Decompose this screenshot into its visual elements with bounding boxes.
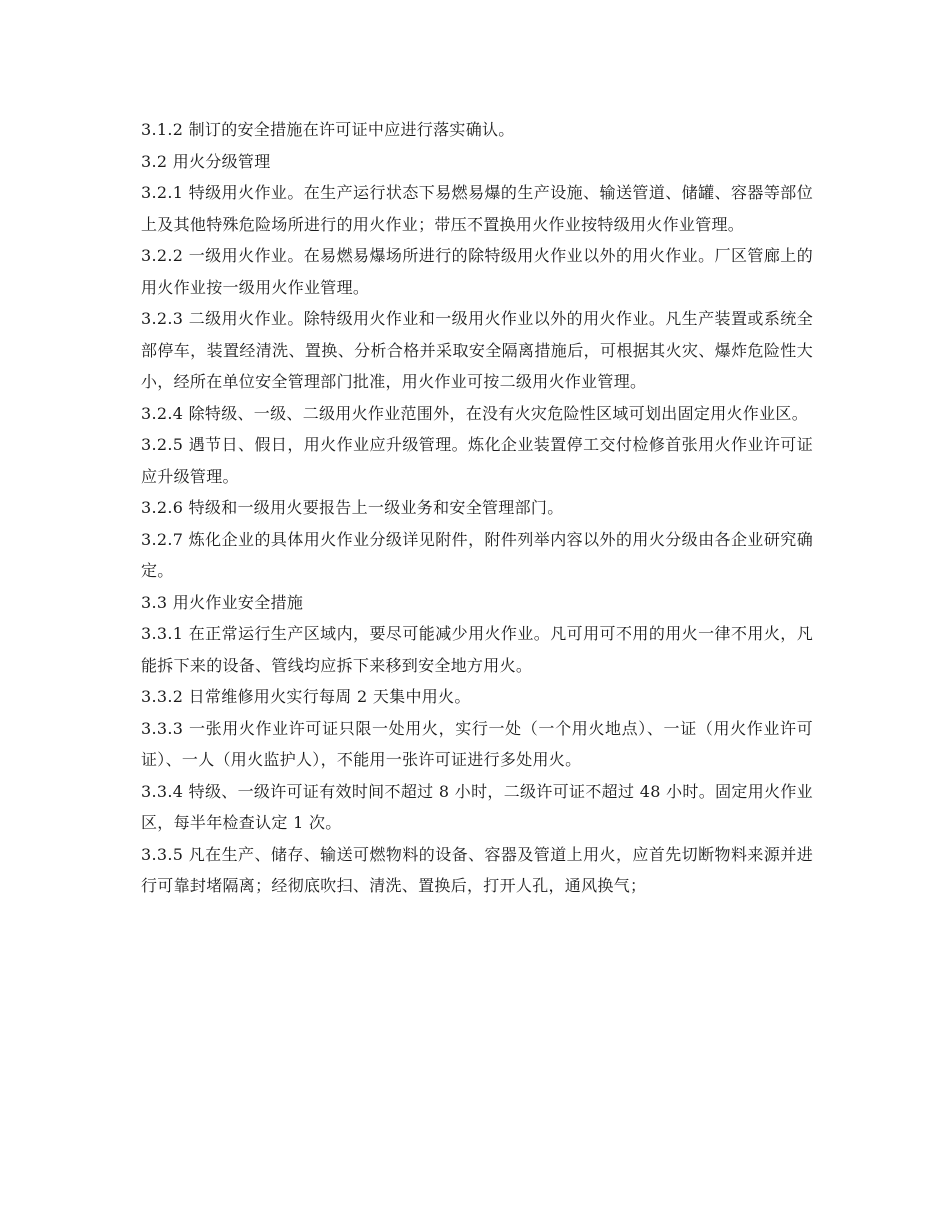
paragraph-3-2-2: 3.2.2 一级用火作业。在易燃易爆场所进行的除特级用火作业以外的用火作业。厂区管廊上的用火作业按一级用火作业管理。 [141, 246, 813, 297]
paragraph-3-3-4: 3.3.4 特级、一级许可证有效时间不超过 8 小时，二级许可证不超过 48 小时。固定用火作业区，每半年检查认定 1 次。 [141, 781, 813, 832]
paragraph-3-3-3: 3.3.3 一张用火作业许可证只限一处用火，实行一处（一个用火地点）、一证（用火作业许可证）、一人（用火监护人），不能用一张许可证进行多处用火。 [141, 718, 813, 769]
paragraph-3-1-2: 3.1.2 制订的安全措施在许可证中应进行落实确认。 [141, 120, 515, 139]
paragraph-3-2-4: 3.2.4 除特级、一级、二级用火作业范围外，在没有火灾危险性区域可划出固定用火作业区。 [141, 403, 808, 423]
paragraph-3-3-2: 3.3.2 日常维修用火实行每周 2 天集中用火。 [141, 687, 471, 706]
paragraph-3-2-1: 3.2.1 特级用火作业。在生产运行状态下易燃易爆的生产设施、输送管道、储罐、容器等部位上及其他特殊危险场所进行的用火作业；带压不置换用火作业按特级用火作业管理。 [141, 183, 813, 234]
paragraph-3-3-1: 3.3.1 在正常运行生产区域内，要尽可能减少用火作业。凡可用可不用的用火一律不用火，凡能拆下来的设备、管线均应拆下来移到安全地方用火。 [141, 624, 813, 675]
paragraph-3-2-3: 3.2.3 二级用火作业。除特级用火作业和一级用火作业以外的用火作业。凡生产装置或系统全部停车，装置经清洗、置换、分析合格并采取安全隔离措施后，可根据其火灾、爆炸危险性大小，经所在单位安全管理部门批准，用火作业可按二级用火作业管理。 [141, 309, 813, 391]
paragraph-3-2-7: 3.2.7 炼化企业的具体用火作业分级详见附件，附件列举内容以外的用火分级由各企业研究确定。 [141, 529, 813, 580]
paragraph-3-2-5: 3.2.5 遇节日、假日，用火作业应升级管理。炼化企业装置停工交付检修首张用火作业许可证应升级管理。 [141, 435, 813, 486]
section-heading-3-3: 3.3 用火作业安全措施 [141, 592, 304, 612]
paragraph-3-3-5: 3.3.5 凡在生产、储存、输送可燃物料的设备、容器及管道上用火，应首先切断物料来源并进行可靠封堵隔离；经彻底吹扫、清洗、置换后，打开人孔，通风换气； [141, 844, 813, 895]
paragraph-3-2-6: 3.2.6 特级和一级用火要报告上一级业务和安全管理部门。 [141, 498, 564, 517]
document-body [141, 114, 813, 902]
section-heading-3-2: 3.2 用火分级管理 [141, 151, 271, 171]
